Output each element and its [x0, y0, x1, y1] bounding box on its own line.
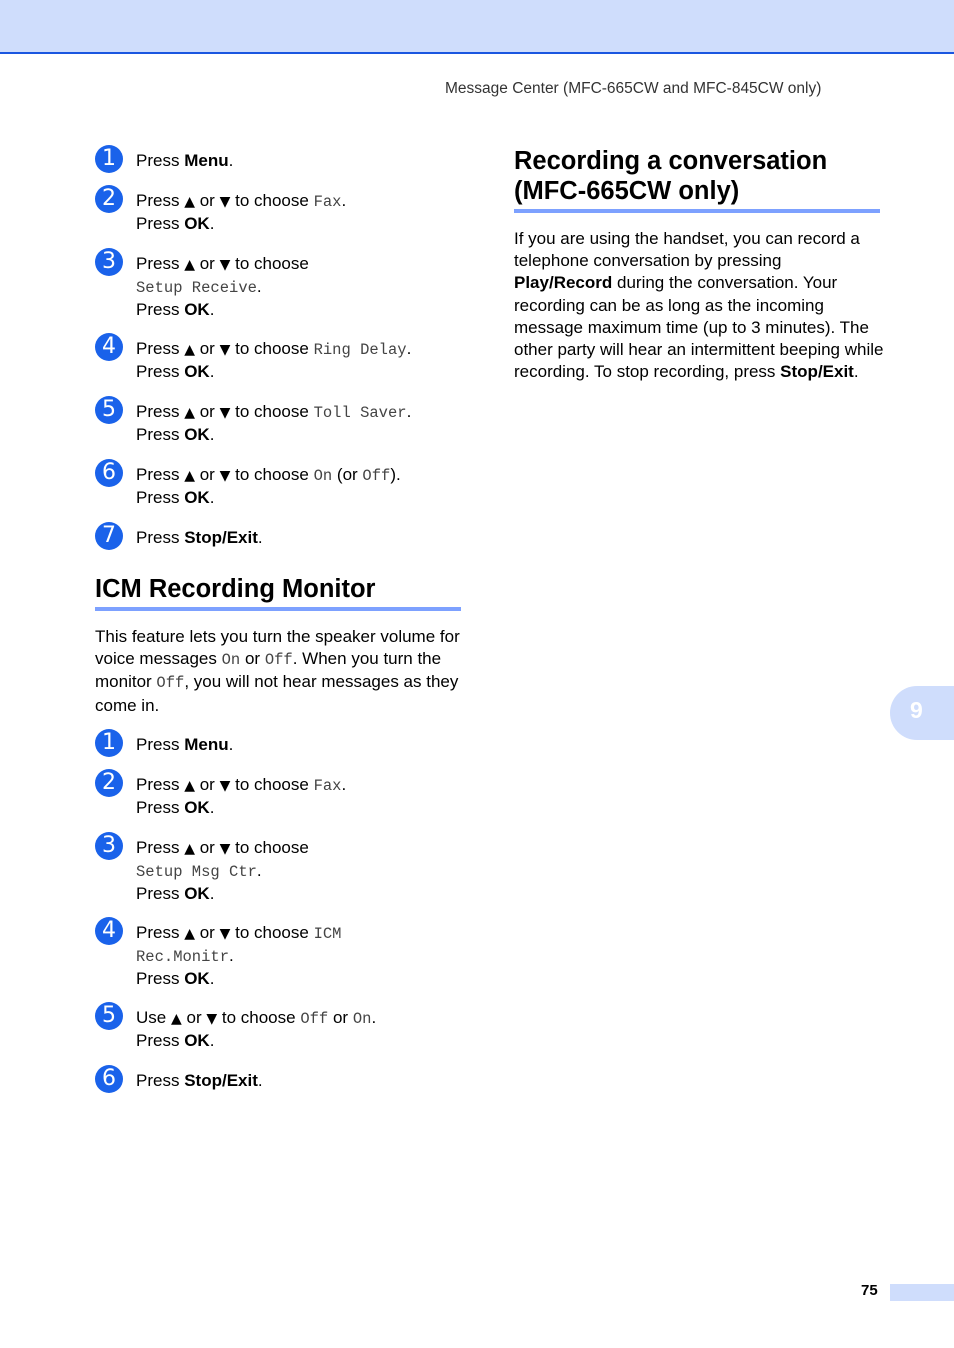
step-3: 3 Press ▲ or ▼ to choose Setup Receive. Press OK. [95, 253, 465, 321]
step-number: 3 [95, 248, 123, 276]
section-heading-recording: Recording a conversation (MFC-665CW only) [514, 146, 880, 213]
up-arrow-icon: ▲ [184, 257, 195, 273]
down-arrow-icon: ▼ [219, 194, 231, 210]
footer-bar [890, 1284, 954, 1301]
step-number: 6 [95, 1065, 123, 1093]
icm-step-1: 1 Press Menu. [95, 734, 465, 756]
down-arrow-icon: ▼ [219, 405, 231, 421]
step-number: 5 [95, 1002, 123, 1030]
icm-step-5: 5 Use ▲ or ▼ to choose Off or On. Press OK. [95, 1007, 465, 1052]
up-arrow-icon: ▲ [170, 1011, 182, 1027]
step-number: 6 [95, 459, 123, 487]
icm-step-6: 6 Press Stop/Exit. [95, 1070, 465, 1092]
section-heading-icm: ICM Recording Monitor [95, 574, 461, 611]
down-arrow-icon: ▼ [206, 1011, 218, 1027]
up-arrow-icon: ▲ [184, 405, 195, 421]
step-number: 1 [95, 145, 123, 173]
up-arrow-icon: ▲ [184, 926, 195, 942]
up-arrow-icon: ▲ [184, 194, 195, 210]
page-number: 75 [861, 1282, 878, 1299]
step-number: 7 [95, 522, 123, 550]
step-number: 4 [95, 333, 123, 361]
down-arrow-icon: ▼ [219, 342, 231, 358]
running-head: Message Center (MFC-665CW and MFC-845CW only) [445, 80, 822, 97]
step-number: 4 [95, 917, 123, 945]
down-arrow-icon: ▼ [219, 468, 231, 484]
step-1: 1 Press Menu. [95, 150, 465, 172]
step-4: 4 Press ▲ or ▼ to choose Ring Delay. Press OK. [95, 338, 465, 383]
up-arrow-icon: ▲ [184, 778, 195, 794]
up-arrow-icon: ▲ [184, 342, 195, 358]
header-bar [0, 0, 954, 54]
step-number: 1 [95, 729, 123, 757]
step-7: 7 Press Stop/Exit. [95, 527, 465, 549]
step-number: 2 [95, 185, 123, 213]
down-arrow-icon: ▼ [219, 926, 231, 942]
icm-intro-paragraph: This feature lets you turn the speaker volume for voice messages On or Off. When you turn the monitor Off, you will not hear messages as they come in. [95, 627, 460, 715]
icm-step-4: 4 Press ▲ or ▼ to choose ICM Rec.Monitr. Press OK. [95, 922, 465, 990]
up-arrow-icon: ▲ [184, 468, 195, 484]
step-number: 3 [95, 832, 123, 860]
step-2: 2 Press ▲ or ▼ to choose Fax. Press OK. [95, 190, 465, 235]
step-number: 5 [95, 396, 123, 424]
step-number: 2 [95, 769, 123, 797]
chapter-tab: 9 [890, 686, 954, 740]
icm-step-2: 2 Press ▲ or ▼ to choose Fax. Press OK. [95, 774, 465, 819]
step-5: 5 Press ▲ or ▼ to choose Toll Saver. Press OK. [95, 401, 465, 446]
down-arrow-icon: ▼ [219, 841, 231, 857]
step-6: 6 Press ▲ or ▼ to choose On (or Off). Press OK. [95, 464, 465, 509]
down-arrow-icon: ▼ [219, 778, 231, 794]
down-arrow-icon: ▼ [219, 257, 231, 273]
recording-paragraph: If you are using the handset, you can record a telephone conversation by pressing Play/Record during the conversation. Your recording can be as long as the incoming message maximum time (up to 3 minutes). The other party will hear an intermittent beeping while recording. To stop recording, press Stop/Exit. [514, 229, 884, 382]
icm-step-3: 3 Press ▲ or ▼ to choose Setup Msg Ctr. Press OK. [95, 837, 465, 905]
up-arrow-icon: ▲ [184, 841, 195, 857]
